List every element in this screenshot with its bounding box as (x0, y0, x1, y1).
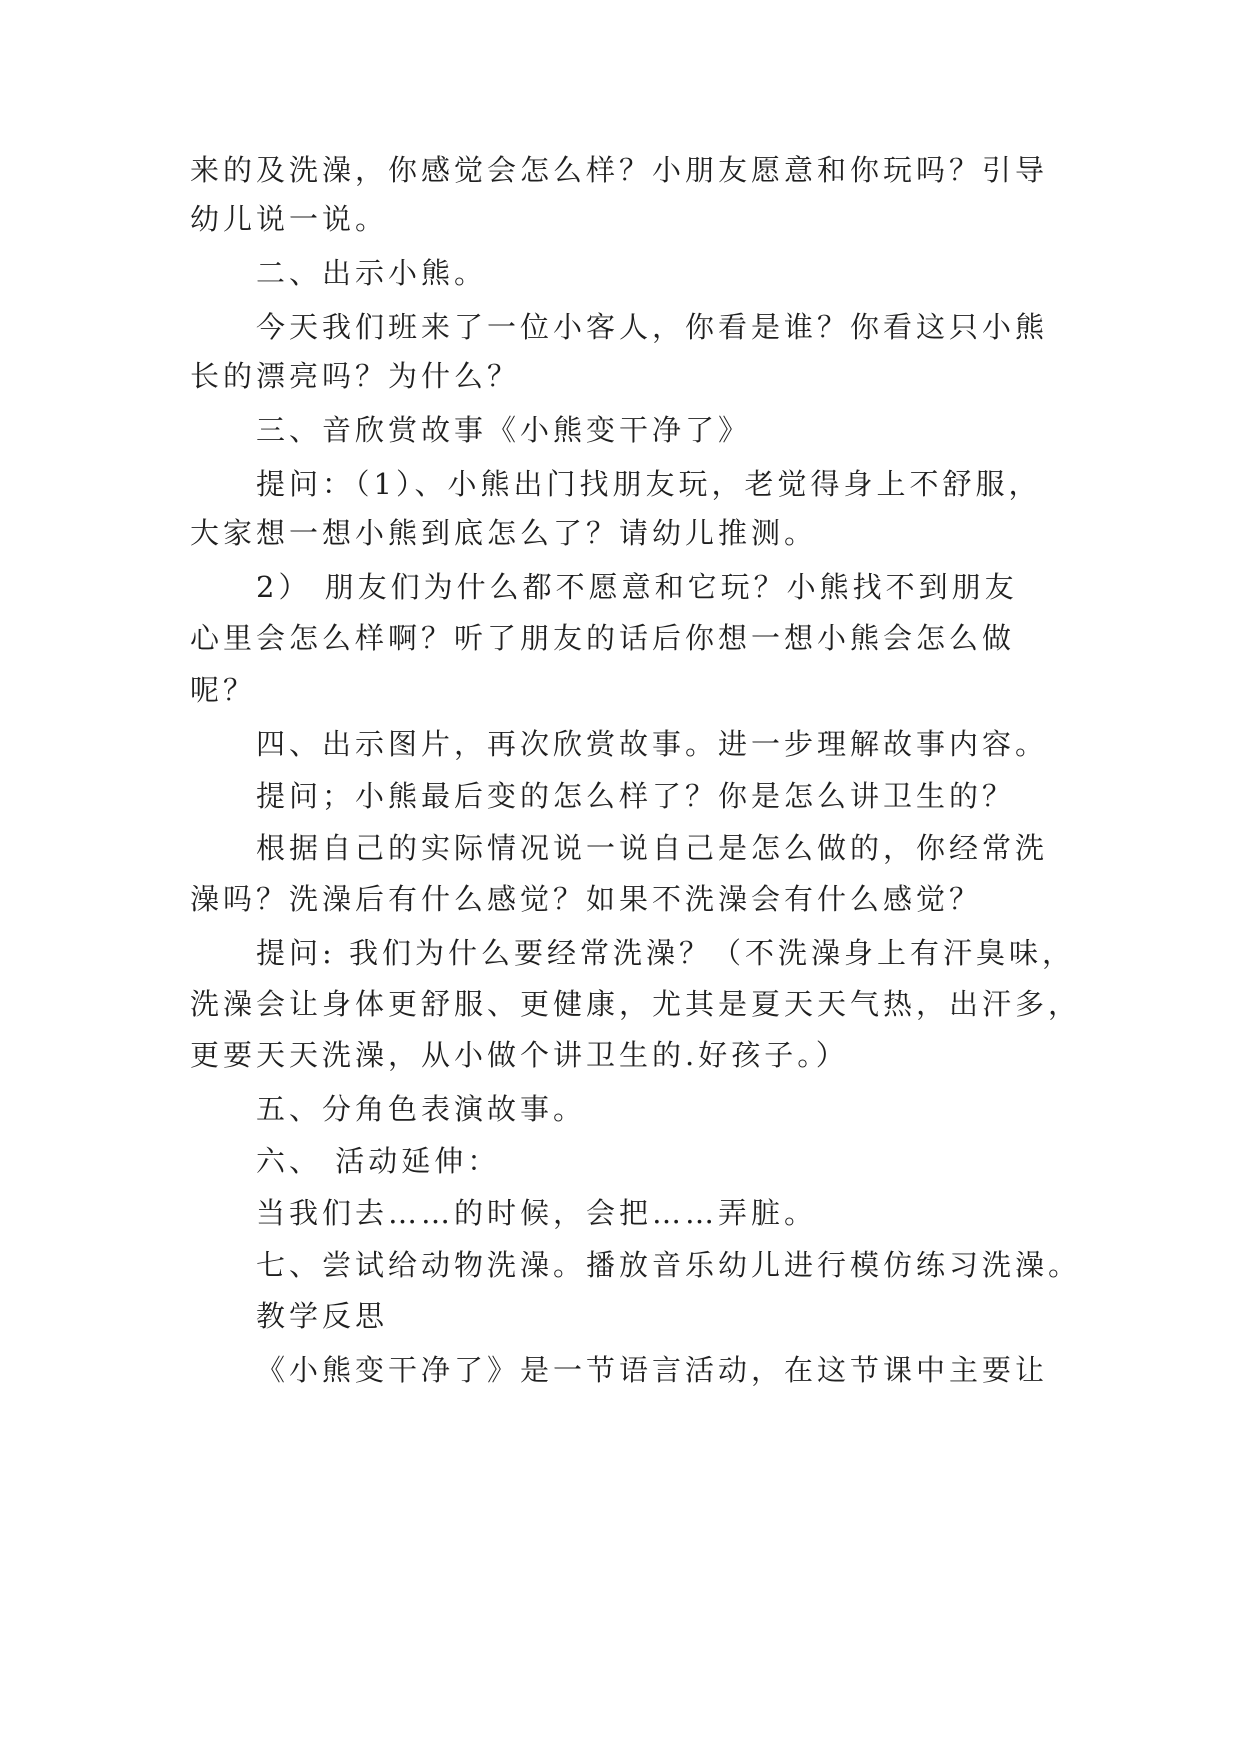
section-heading: 六、 活动延伸： (256, 1144, 501, 1178)
text-line: 心里会怎么样啊？听了朋友的话后你想一想小熊会怎么做 (190, 621, 1016, 655)
section-heading: 二、出示小熊。 (256, 256, 488, 290)
text-line: 澡吗？洗澡后有什么感觉？如果不洗澡会有什么感觉？ (190, 882, 983, 916)
section-heading: 教学反思 (256, 1299, 389, 1333)
text-line: 当我们去……的时候，会把……弄脏。 (256, 1196, 818, 1230)
text-line: 提问；小熊最后变的怎么样了？你是怎么讲卫生的？ (256, 779, 1016, 813)
section-heading: 五、分角色表演故事。 (256, 1092, 587, 1126)
text-line: 长的漂亮吗？为什么？ (190, 359, 521, 393)
text-line: 提问：（1）、小熊出门找朋友玩，老觉得身上不舒服， (256, 467, 1042, 501)
text-line: 提问: 我们为什么要经常洗澡？（不洗澡身上有汗臭味， (256, 936, 1075, 970)
section-heading: 三、音欣赏故事《小熊变干净了》 (256, 413, 752, 447)
text-line: 《小熊变干净了》是一节语言活动，在这节课中主要让 (256, 1353, 1049, 1387)
text-line: 今天我们班来了一位小客人，你看是谁？你看这只小熊 (256, 310, 1049, 344)
section-heading: 四、出示图片，再次欣赏故事。进一步理解故事内容。 (256, 727, 1049, 761)
text-line: 根据自己的实际情况说一说自己是怎么做的，你经常洗 (256, 831, 1049, 865)
text-line: 更要天天洗澡，从小做个讲卫生的.好孩子。） (190, 1038, 849, 1072)
text-line: 来的及洗澡，你感觉会怎么样？小朋友愿意和你玩吗？引导 (190, 153, 1049, 187)
text-line: 洗澡会让身体更舒服、更健康，尤其是夏天天气热，出汗多， (190, 987, 1082, 1021)
text-line: 呢？ (190, 673, 257, 707)
text-line: 幼儿说一说。 (190, 202, 389, 236)
text-line: 大家想一想小熊到底怎么了？请幼儿推测。 (190, 516, 818, 550)
text-line: 2） 朋友们为什么都不愿意和它玩？小熊找不到朋友 (256, 570, 1018, 604)
section-heading: 七、尝试给动物洗澡。播放音乐幼儿进行模仿练习洗澡。 (256, 1248, 1082, 1282)
